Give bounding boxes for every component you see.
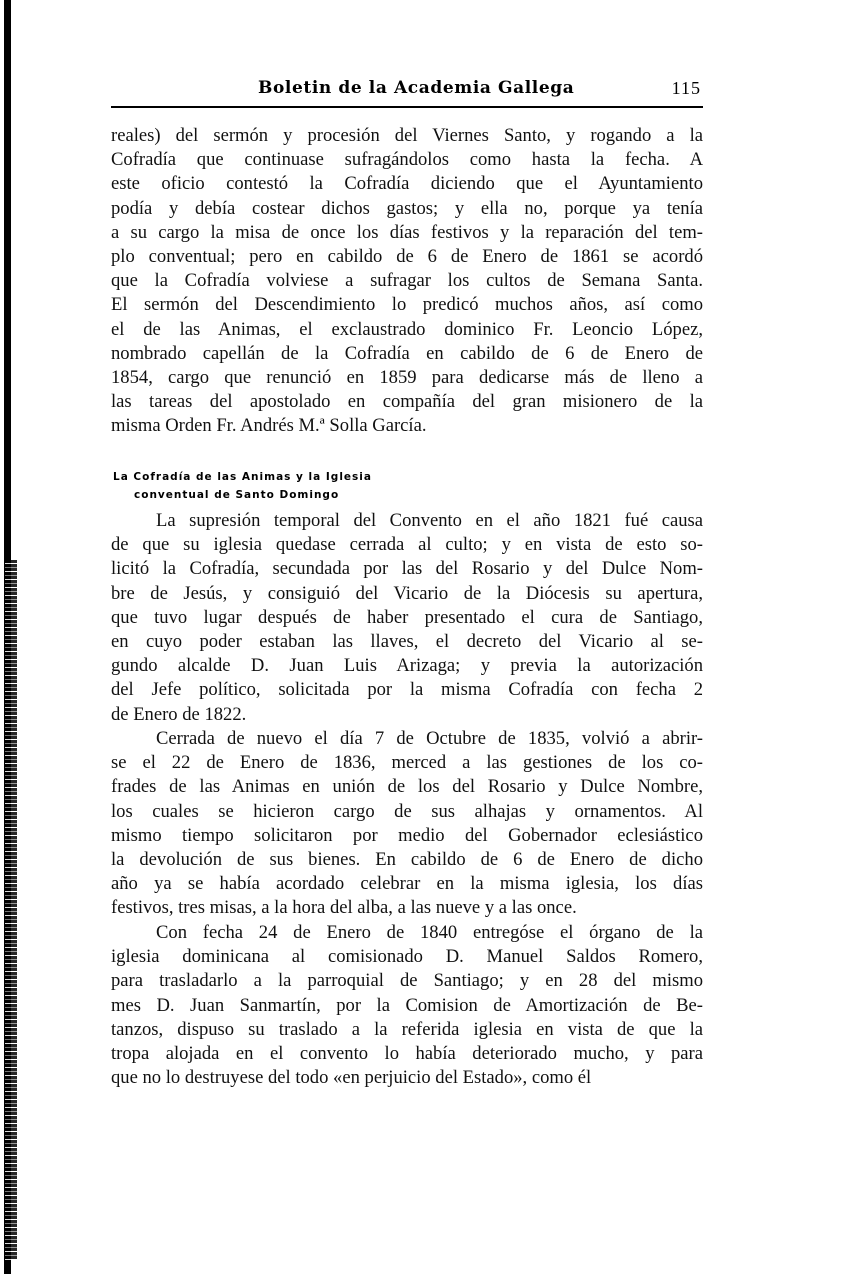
text-line: que la Cofradía volviese a sufragar los cultos de Semana Santa. <box>111 270 703 292</box>
section-heading <box>113 468 372 504</box>
text-line: nombrado capellán de la Cofradía en cabildo de 6 de Enero de <box>111 342 703 364</box>
text-line: La supresión temporal del Convento en el año 1821 fué causa <box>156 510 703 531</box>
text-line: bre de Jesús, y consiguió del Vicario de la Diócesis su apertura, <box>111 582 703 604</box>
text-line: frades de las Animas en unión de los del Rosario y Dulce Nombre, <box>111 776 703 798</box>
paragraph-3 <box>111 921 703 1090</box>
continuation-paragraph <box>111 124 703 438</box>
text-line: que no lo destruyese del todo «en perjuicio del Estado», como él <box>111 1067 592 1089</box>
paragraph-1 <box>111 509 703 727</box>
text-line: de Enero de 1822. <box>111 703 247 725</box>
text-line: Con fecha 24 de Enero de 1840 entregóse el órgano de la <box>156 922 703 943</box>
text-line: la devolución de sus bienes. En cabildo de 6 de Enero de dicho <box>111 848 703 870</box>
text-line: mes D. Juan Sanmartín, por la Comision de Amortización de Be- <box>111 994 703 1016</box>
section-heading-line-2: conventual de Santo Domingo <box>134 489 340 501</box>
section-heading-line-1: La Cofradía de las Animas y la Iglesia <box>113 471 372 483</box>
page-number: 115 <box>671 78 701 98</box>
text-line: el de las Animas, el exclaustrado dominico Fr. Leoncio López, <box>111 318 703 340</box>
text-line: de que su iglesia quedase cerrada al culto; y en vista de esto so- <box>111 534 703 556</box>
text-line: 1854, cargo que renunció en 1859 para dedicarse más de lleno a <box>111 366 703 388</box>
text-line: El sermón del Descendimiento lo predicó muchos años, así como <box>111 294 703 316</box>
text-line: festivos, tres misas, a la hora del alba, a las nueve y a las once. <box>111 897 577 919</box>
text-line: plo conventual; pero en cabildo de 6 de Enero de 1861 se acordó <box>111 245 703 267</box>
text-line: iglesia dominicana al comisionado D. Manuel Saldos Romero, <box>111 946 703 968</box>
text-line: tropa alojada en el convento lo había deteriorado mucho, y para <box>111 1042 703 1064</box>
running-head <box>111 76 703 104</box>
text-line: tanzos, dispuso su traslado a la referida iglesia en vista de que la <box>111 1018 703 1040</box>
text-line: Cofradía que continuase sufragándolos como hasta la fecha. A <box>111 149 703 171</box>
paragraph-2 <box>111 727 703 921</box>
scan-binding-texture <box>5 560 17 1260</box>
text-line: gundo alcalde D. Juan Luis Arizaga; y previa la autorización <box>111 655 703 677</box>
text-line: año ya se había acordado celebrar en la misma iglesia, los días <box>111 873 703 895</box>
text-line: a su cargo la misa de once los días festivos y la reparación del tem- <box>111 221 703 243</box>
text-line: podía y debía costear dichos gastos; y ella no, porque ya tenía <box>111 197 703 219</box>
journal-title: Boletin de la Academia Gallega <box>258 78 575 98</box>
text-line: se el 22 de Enero de 1836, merced a las gestiones de los co- <box>111 752 703 774</box>
text-line: del Jefe político, solicitada por la misma Cofradía con fecha 2 <box>111 679 703 701</box>
text-line: licitó la Cofradía, secundada por las del Rosario y del Dulce Nom- <box>111 558 703 580</box>
text-line: las tareas del apostolado en compañía del gran misionero de la <box>111 391 703 413</box>
header-rule <box>111 106 703 108</box>
text-line: reales) del sermón y procesión del Viernes Santo, y rogando a la <box>111 125 703 146</box>
text-line: los cuales se hicieron cargo de sus alhajas y ornamentos. Al <box>111 800 703 822</box>
text-line: misma Orden Fr. Andrés M.ª Solla García. <box>111 415 427 437</box>
text-line: en cuyo poder estaban las llaves, el decreto del Vicario al se- <box>111 630 703 652</box>
text-line: Cerrada de nuevo el día 7 de Octubre de 1835, volvió a abrir- <box>156 728 703 749</box>
text-line: este oficio contestó la Cofradía diciendo que el Ayuntamiento <box>111 173 703 195</box>
text-line: para trasladarlo a la parroquial de Santiago; y en 28 del mismo <box>111 970 703 992</box>
text-line: que tuvo lugar después de haber presentado el cura de Santiago, <box>111 606 703 628</box>
text-line: mismo tiempo solicitaron por medio del Gobernador eclesiástico <box>111 824 703 846</box>
